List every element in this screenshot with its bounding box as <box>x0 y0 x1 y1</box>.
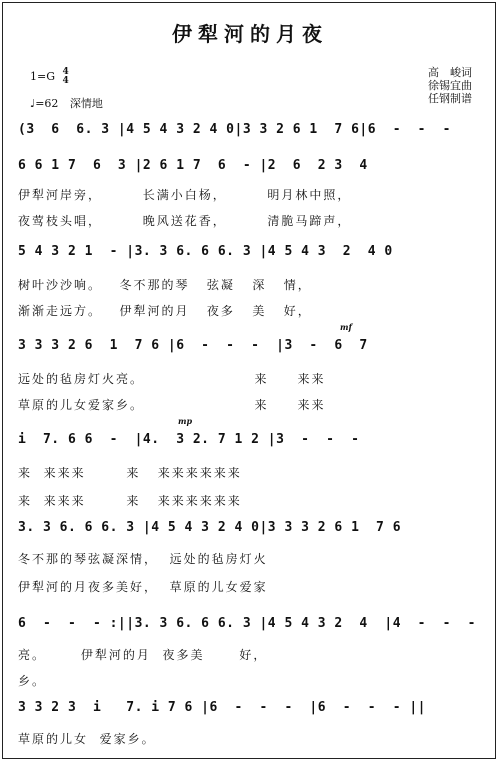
lyric-row-8-verse-1: 草原的儿女 爱家乡。 <box>18 732 156 746</box>
lyric-row-2-verse-1: 伊犁河岸旁， 长满小白杨， 明月林中照， <box>18 188 352 202</box>
lyric-row-3-verse-2: 渐渐走远方。 伊犁河的月 夜多 美 好， <box>18 304 312 318</box>
notation-row-7: 6 - - - :||3. 3 6. 6 6. 3 |4 5 4 3 2 4 |4 - - - <box>18 616 476 631</box>
notation-row-6: 3. 3 6. 6 6. 3 |4 5 4 3 2 4 0|3 3 3 2 6 1 7 6 <box>18 520 402 535</box>
song-title: 伊犁河的月夜 <box>172 22 328 46</box>
key-signature <box>30 68 69 86</box>
credit-engraver: 任钢制谱 <box>428 92 472 105</box>
notation-row-3: 5 4 3 2 1 - |3. 3 6. 6 6. 3 |4 5 4 3 2 4 0 <box>18 244 393 259</box>
credit-lyricist: 高 峻词 <box>428 66 472 79</box>
lyric-row-6-verse-1: 冬不那的琴弦凝深情， 远处的毡房灯火 <box>18 552 268 566</box>
lyric-row-5-verse-1: 来 来来来 来 来来来来来来 <box>18 466 242 480</box>
notation-row-8: 3 3 2 3 i 7. i 7 6 |6 - - - |6 - - - || <box>18 700 427 715</box>
time-signature <box>63 68 69 86</box>
time-sig-denominator: 4 <box>62 76 69 86</box>
lyric-row-3-verse-1: 树叶沙沙响。 冬不那的琴 弦凝 深 情， <box>18 278 312 292</box>
credits <box>428 66 472 105</box>
tempo-marking <box>30 97 103 111</box>
lyric-row-4-verse-1: 远处的毡房灯火亮。 来 来来 <box>18 372 326 386</box>
notation-row-4: 3 3 3 2 6 1 7 6 |6 - - - |3 - 6 7 <box>18 338 368 353</box>
dynamic-mp: mp <box>178 416 193 426</box>
time-sig-numerator: 4 <box>62 67 69 77</box>
tempo-value: ♩=62 <box>30 97 59 110</box>
expression-mark: 深情地 <box>69 97 103 110</box>
lyric-row-6-verse-2: 伊犁河的月夜多美好， 草原的儿女爱家 <box>18 580 268 594</box>
credit-composer: 徐锡宜曲 <box>428 79 472 92</box>
lyric-row-7-verse-2: 乡。 <box>18 674 47 688</box>
notation-row-1: (3 6 6. 3 |4 5 4 3 2 4 0|3 3 2 6 1 7 6|6 - - - <box>18 122 451 137</box>
key-label: 1=G <box>30 70 56 83</box>
lyric-row-5-verse-2: 来 来来来 来 来来来来来来 <box>18 494 242 508</box>
notation-row-2: 6 6 1 7 6 3 |2 6 1 7 6 - |2 6 2 3 4 <box>18 158 368 173</box>
notation-row-5: i 7. 6 6 - |4. 3 2. 7 1 2 |3 - - - <box>18 432 360 447</box>
lyric-row-7-verse-1: 亮。 伊犁河的月 夜多美 好， <box>18 648 268 662</box>
lyric-row-4-verse-2: 草原的儿女爱家乡。 来 来来 <box>18 398 326 412</box>
dynamic-mf: mf <box>340 322 352 332</box>
lyric-row-2-verse-2: 夜莺枝头唱， 晚风送花香， 清脆马蹄声， <box>18 214 352 228</box>
